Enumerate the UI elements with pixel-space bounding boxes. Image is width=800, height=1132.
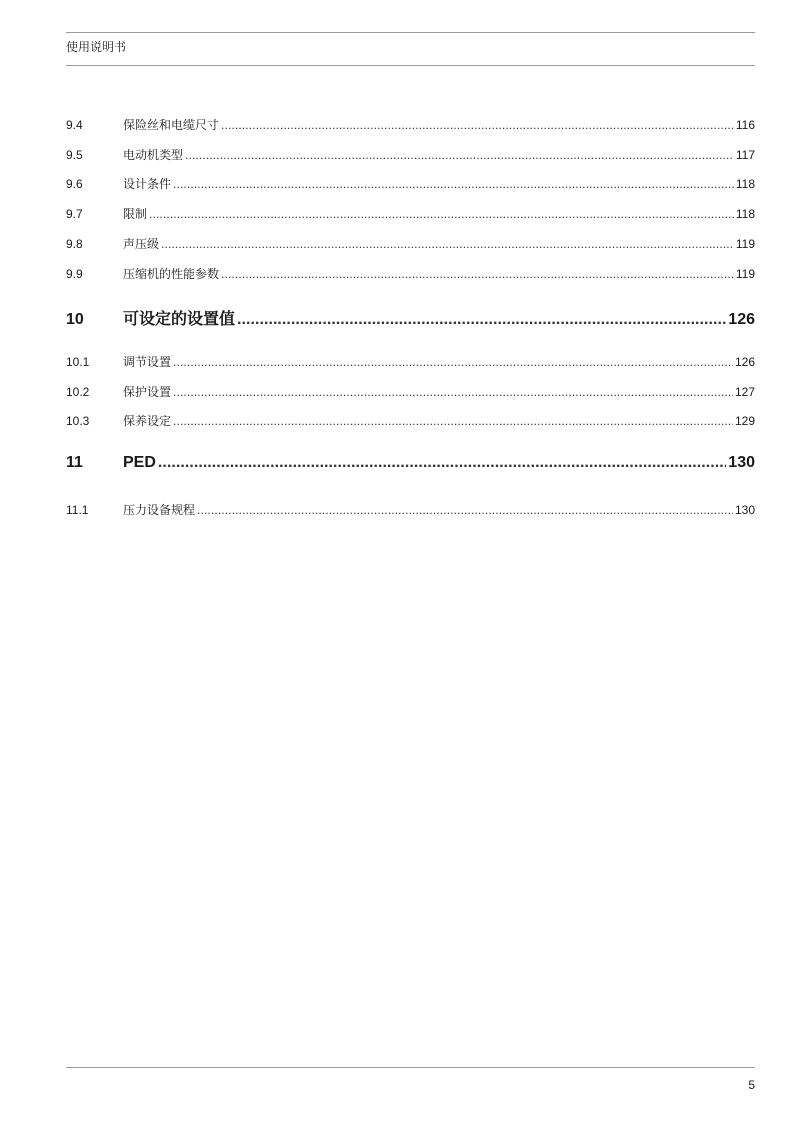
toc-dot-leader	[197, 503, 733, 517]
toc-dot-leader	[185, 148, 734, 162]
toc-entry[interactable]	[66, 146, 755, 162]
toc-entry-number: 9.4	[66, 118, 83, 132]
toc-entry[interactable]	[66, 265, 755, 281]
toc-entry-number: 10.3	[66, 414, 90, 428]
toc-entry-title: 电动机类型	[123, 148, 184, 162]
toc-entry-page: 119	[735, 267, 755, 281]
toc-dot-leader	[237, 311, 726, 328]
footer-rule	[66, 1067, 755, 1068]
toc-entry[interactable]	[66, 383, 755, 399]
toc-dot-leader	[158, 454, 726, 472]
page-header-title: 使用说明书	[66, 40, 127, 54]
toc-entry-number: 9.7	[66, 207, 83, 221]
toc-entry-title: 压力设备规程	[123, 503, 196, 517]
toc-entry-page: 119	[735, 237, 755, 251]
toc-dot-leader	[161, 237, 734, 251]
toc-dot-leader	[173, 414, 733, 428]
toc-chapter-title: 可设定的设置值	[123, 311, 236, 328]
toc-entry-number: 9.6	[66, 177, 83, 191]
toc-entry-number: 10.1	[66, 355, 90, 369]
toc-entry[interactable]	[66, 205, 755, 221]
toc-entry-title: 保护设置	[123, 385, 172, 399]
toc-entry[interactable]	[66, 235, 755, 251]
toc-entry-page: 116	[735, 118, 755, 132]
toc-dot-leader	[173, 355, 733, 369]
toc-entry-page: 126	[734, 355, 755, 369]
toc-entry[interactable]	[66, 353, 755, 369]
toc-chapter-title: PED	[123, 454, 156, 471]
toc-entry-number: 9.5	[66, 148, 83, 162]
toc-entry-page: 129	[734, 414, 755, 428]
toc-entry-title: 设计条件	[123, 177, 172, 191]
toc-entry-title: 保养设定	[123, 414, 172, 428]
toc-chapter-entry[interactable]	[66, 306, 755, 328]
toc-entry-page: 118	[735, 177, 755, 191]
toc-dot-leader	[173, 177, 734, 191]
page-number: 5	[748, 1078, 755, 1092]
header-rule-top	[66, 32, 755, 33]
toc-entry-number: 11.1	[66, 503, 89, 517]
toc-chapter-page: 130	[728, 454, 755, 471]
toc-entry-page: 118	[735, 207, 755, 221]
toc-entry-page: 130	[734, 503, 755, 517]
toc-entry[interactable]	[66, 116, 755, 132]
toc-entry-title: 保险丝和电缆尺寸	[123, 118, 220, 132]
toc-entry-title: 声压级	[123, 237, 160, 251]
toc-entry[interactable]	[66, 501, 755, 517]
toc-chapter-page: 126	[728, 311, 755, 328]
toc-entry[interactable]	[66, 175, 755, 191]
toc-entry[interactable]	[66, 412, 755, 428]
toc-entry-title: 压缩机的性能参数	[123, 267, 220, 281]
toc-chapter-number: 11	[66, 454, 83, 471]
toc-entry-page: 127	[734, 385, 755, 399]
toc-entry-number: 9.8	[66, 237, 83, 251]
toc-entry-title: 调节设置	[123, 355, 172, 369]
toc-chapter-entry[interactable]	[66, 454, 755, 476]
toc-dot-leader	[149, 207, 734, 221]
header-rule-bottom	[66, 65, 755, 66]
toc-entry-number: 10.2	[66, 385, 90, 399]
toc-dot-leader	[221, 267, 734, 281]
toc-chapter-number: 10	[66, 311, 84, 328]
toc-dot-leader	[173, 385, 733, 399]
toc-entry-title: 限制	[123, 207, 148, 221]
toc-dot-leader	[221, 118, 734, 132]
toc-entry-page: 117	[735, 148, 755, 162]
toc-entry-number: 9.9	[66, 267, 83, 281]
